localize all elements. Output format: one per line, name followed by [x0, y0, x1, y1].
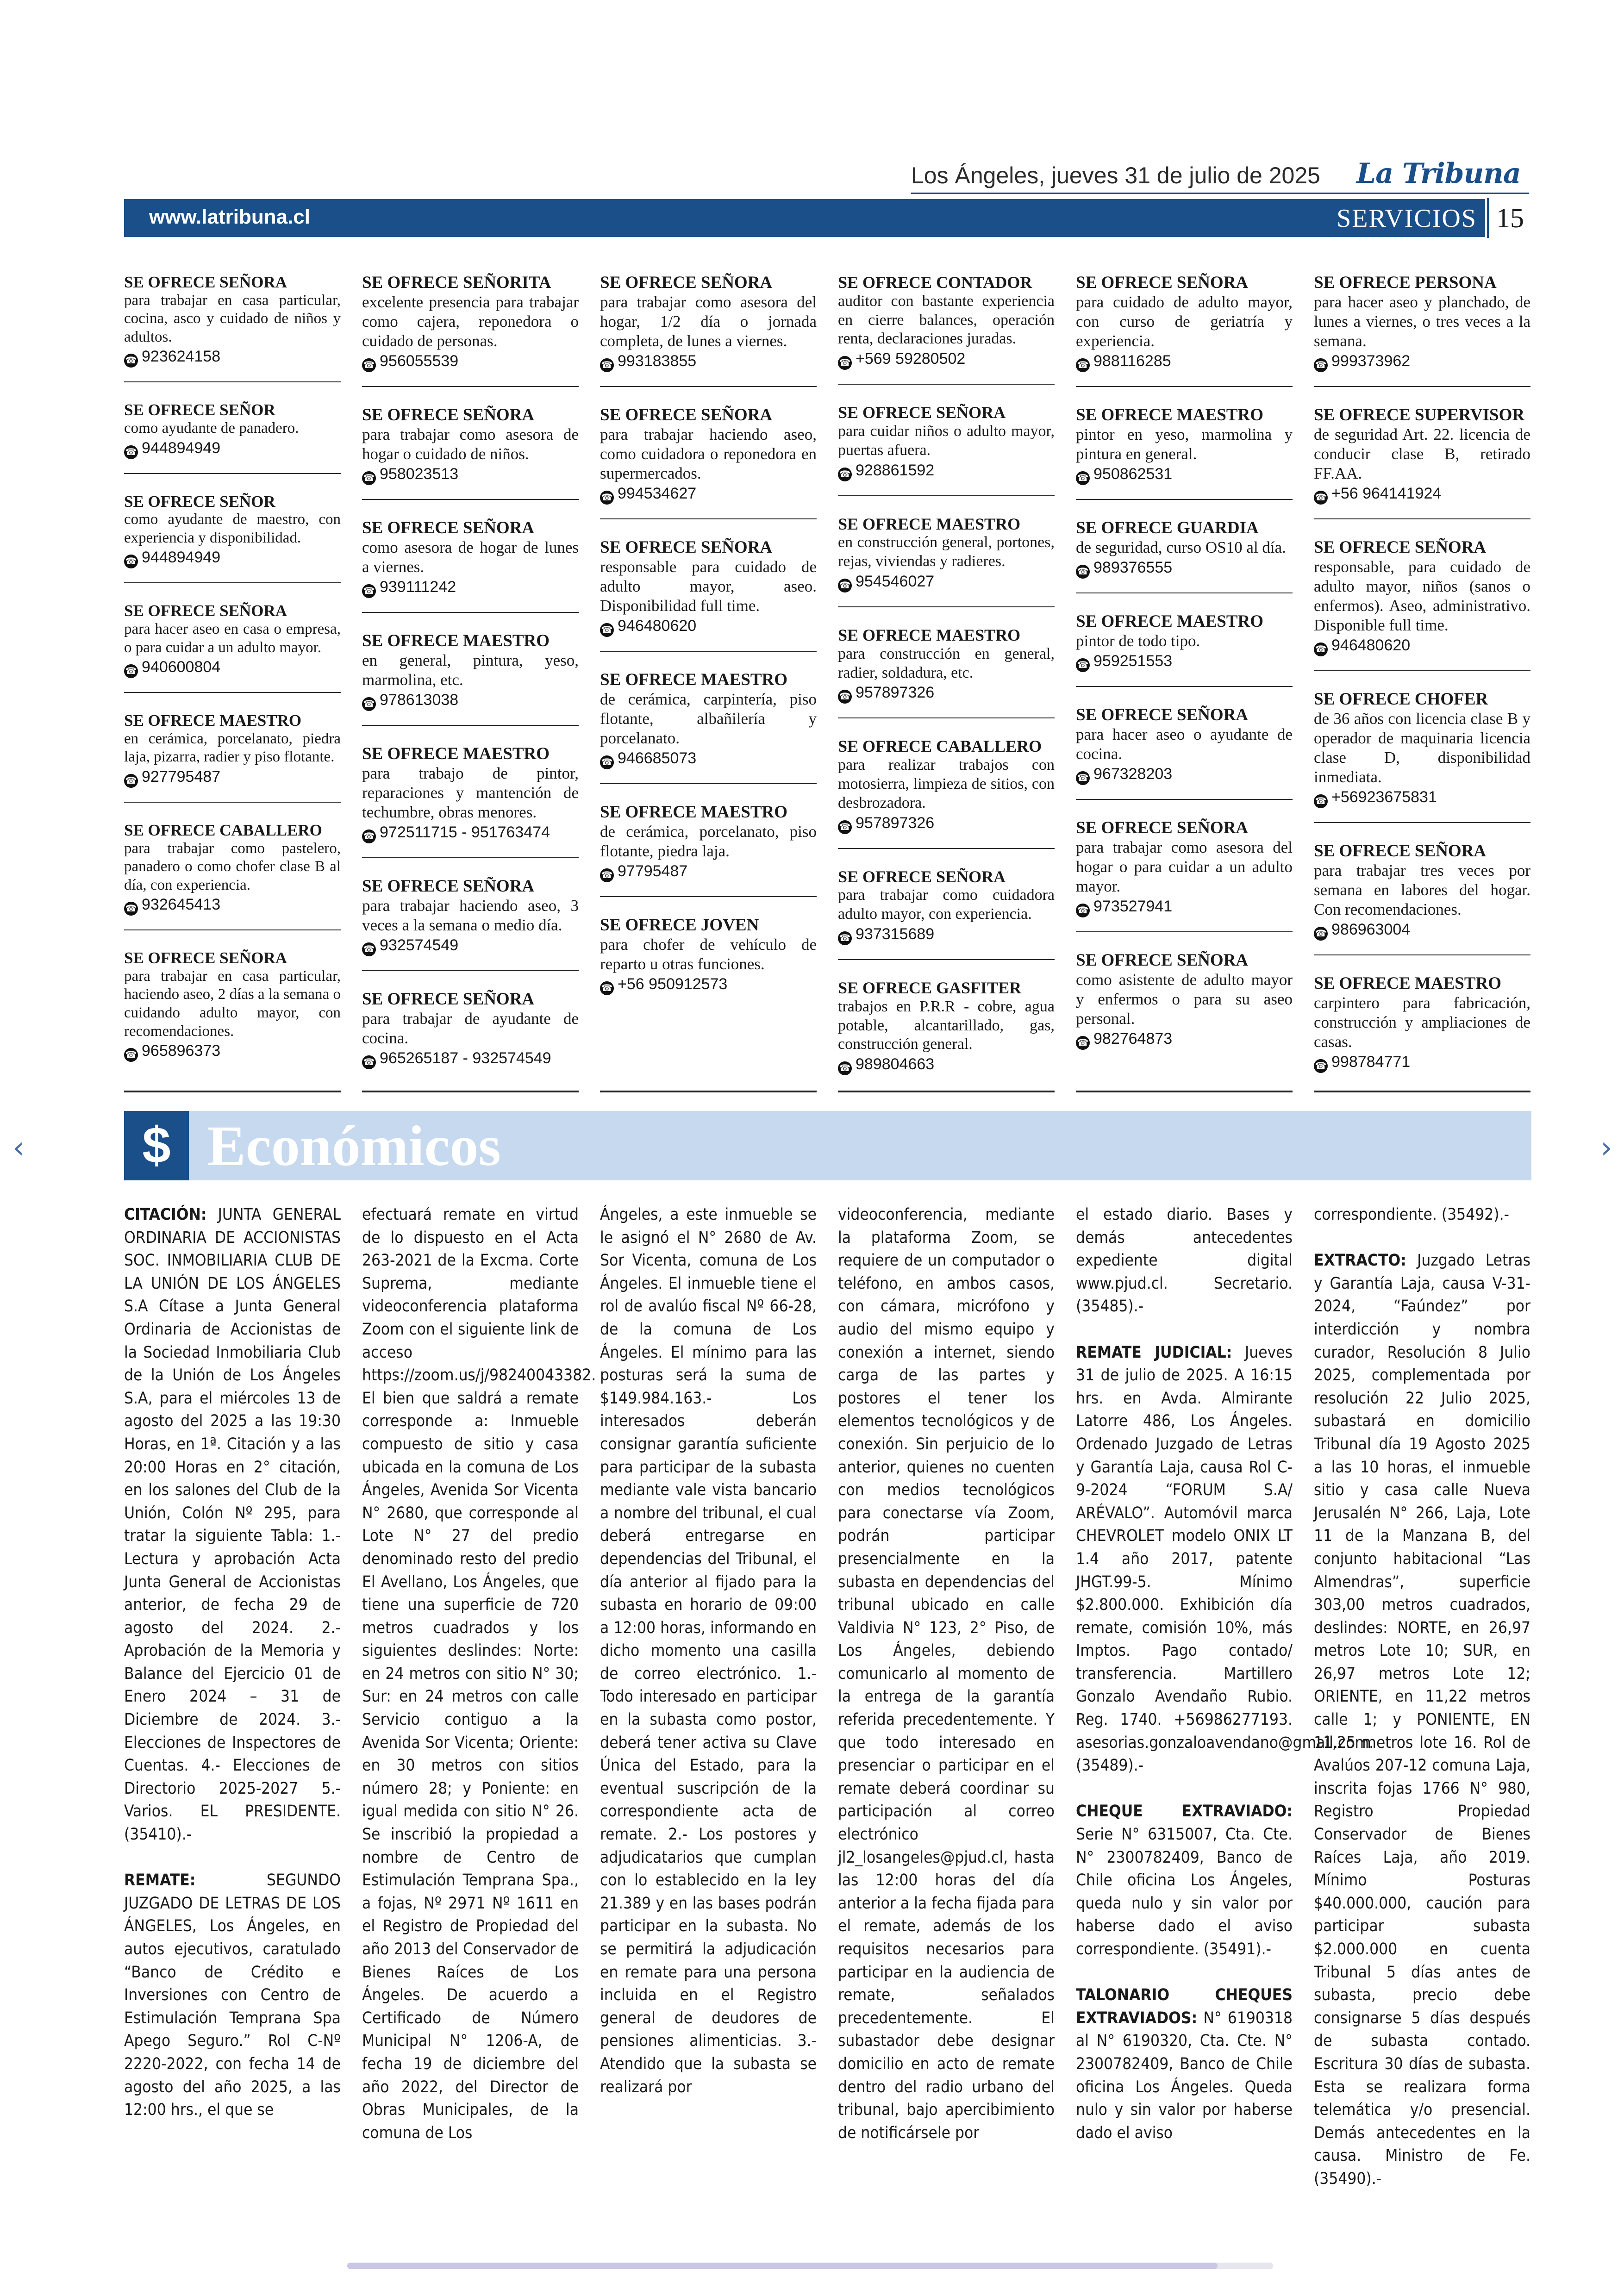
- classified-ad: [1076, 273, 1293, 387]
- dollar-sign-icon: $: [124, 1111, 189, 1180]
- ad-phone: [362, 822, 579, 843]
- ad-text: para hacer aseo o ayudante de cocina.: [1076, 725, 1293, 763]
- phone-number: +56 964141924: [1331, 485, 1442, 502]
- ad-title: SE OFRECE SEÑORA: [1314, 538, 1487, 557]
- phone-icon: ☎: [1076, 565, 1090, 579]
- notice-lead: EXTRACTO:: [1314, 1251, 1406, 1270]
- classified-ad: [600, 803, 817, 897]
- ads-column-1: [124, 273, 341, 1092]
- phone-number: 927795487: [142, 767, 221, 786]
- ad-title: SE OFRECE CABALLERO: [838, 737, 1042, 756]
- ad-phone: [838, 571, 1055, 592]
- notice-text: N° 6190318 al N° 6190320, Cta. Cte. N° 2300782409, Banco de Chile oficina Los Ángeles. Queda nulo y sin valor por haberse dado el aviso: [1076, 2008, 1293, 2142]
- phone-number: 946685073: [618, 749, 697, 767]
- ad-title: SE OFRECE SEÑORA: [362, 877, 535, 896]
- phone-number: 958023513: [380, 465, 459, 483]
- ad-text: para hacer aseo en casa o empresa, o para cuidar a un adulto mayor.: [124, 620, 341, 656]
- ad-title: SE OFRECE SEÑOR: [124, 492, 275, 511]
- notice-paragraph: [124, 1204, 341, 1846]
- economicos-column-4: [838, 1204, 1055, 2168]
- classified-ad: [1314, 842, 1530, 955]
- phone-icon: ☎: [362, 1055, 376, 1069]
- notice-text: Serie N° 6315007, Cta. Cte. N° 2300782409, Banco de Chile oficina Los Ángeles, queda nulo y sin valor por haberse dado el aviso correspondiente. (35491).-: [1076, 1825, 1293, 1958]
- scrollbar-thumb[interactable]: [347, 2263, 1218, 2269]
- phone-icon: ☎: [124, 445, 138, 459]
- phone-number: 939111242: [380, 578, 456, 596]
- classified-ad: [124, 711, 341, 803]
- phone-number: 978613038: [380, 691, 459, 709]
- ad-title: SE OFRECE SEÑORA: [1076, 818, 1249, 837]
- phone-number: 940600804: [142, 658, 221, 676]
- phone-number: 97795487: [618, 862, 688, 880]
- phone-number: 993183855: [618, 352, 697, 370]
- classified-ad: [1076, 612, 1293, 687]
- ad-title: SE OFRECE MAESTRO: [1076, 405, 1264, 424]
- ad-text: de seguridad Art. 22. licencia de conducir clase B, retirado FF.AA.: [1314, 425, 1530, 482]
- phone-number: 928861592: [856, 461, 935, 479]
- ad-phone: [600, 974, 817, 995]
- ad-phone: [1314, 635, 1530, 656]
- ad-phone: [600, 616, 817, 637]
- phone-icon: ☎: [1314, 1059, 1328, 1073]
- ad-title: SE OFRECE SEÑORA: [600, 273, 773, 292]
- classified-ad: [1076, 405, 1293, 500]
- ad-text: para trabajar como asesora del hogar o para cuidar a un adulto mayor.: [1076, 838, 1293, 895]
- ad-phone: [124, 346, 341, 368]
- ad-text: para cuidar niños o adulto mayor, puertas afuera.: [838, 422, 1055, 459]
- notice-paragraph: [1076, 1204, 1293, 1318]
- notice-paragraph: [362, 1204, 596, 2145]
- classified-ad: [362, 518, 579, 613]
- ad-phone: [124, 657, 341, 678]
- ad-phone: [362, 935, 579, 956]
- notice-paragraph: [124, 1869, 341, 2122]
- classified-ad: [600, 916, 817, 1009]
- phone-number: 965896373: [142, 1042, 221, 1060]
- notice-paragraph: [838, 1204, 1055, 2145]
- phone-number: 957897326: [856, 814, 935, 832]
- ad-text: como ayudante de panadero.: [124, 419, 299, 437]
- newspaper-logo: La Tribuna: [1356, 157, 1521, 190]
- phone-icon: ☎: [1076, 904, 1090, 917]
- classified-ad: [1314, 974, 1530, 1087]
- ad-phone: [1076, 764, 1293, 785]
- ad-title: SE OFRECE SEÑORA: [838, 403, 1006, 422]
- ad-text: para trabajar en casa particular, haciendo aseo, 2 días a la semana o cuidando adulto mayor, con recomendaciones.: [124, 967, 341, 1040]
- ads-column-5: [1076, 273, 1293, 1092]
- classified-ad: [124, 602, 341, 693]
- ad-text: para trabajo de pintor, reparaciones y mantención de techumbre, obras menores.: [362, 764, 579, 821]
- phone-icon: ☎: [838, 690, 852, 704]
- ad-text: auditor con bastante experiencia en cierre balances, operación renta, declaraciones juradas.: [838, 292, 1055, 348]
- notice-text: Juzgado Letras y Garantía Laja, causa V-31-2024, “Faúndez” por interdicción y nombra curador, Resolución 8 Julio 2025, complementada por resolución 22 Julio 2025, subastará en domicilio Tribunal día 19 Agosto 2025 a las 10 horas, el inmueble sitio y casa calle Nueva Jerusalén N° 266, Laja, Lote 11 de la Manzana B, del conjunto habitacional “Las Almendras”, superficie 303,00 metros cuadrados, deslindes: NORTE, en 26,97 metros Lote 10; SUR, en 26,97 metros Lote 12; ORIENTE, en 11,22 metros calle 1; y PONIENTE, EN 11,25 metros lote 16. Rol de Avalúos 207-12 comuna Laja, inscrita fojas 1766 N° 980, Registro Propiedad Conservador de Bienes Raíces Laja, año 2019. Mínimo Posturas $40.000.000, caución para participar subasta $2.000.000 en cuenta Tribunal 5 días antes de subasta, precio debe consignarse 5 días después de subasta contado. Escritura 30 días de subasta. Esta se realizara forma telemática y/o presencial. Demás antecedentes en la causa. Ministro de Fe. (35490).-: [1314, 1251, 1530, 2188]
- ad-text: pintor de todo tipo.: [1076, 632, 1200, 650]
- notice-paragraph: [1076, 1341, 1374, 1777]
- ad-title: SE OFRECE MAESTRO: [362, 744, 550, 763]
- phone-icon: ☎: [362, 942, 376, 956]
- classified-ad: [362, 877, 579, 971]
- ad-phone: [838, 349, 1055, 370]
- header-rule: [911, 193, 1529, 194]
- phone-icon: ☎: [600, 358, 614, 372]
- notice-lead: CITACIÓN:: [124, 1205, 207, 1224]
- ad-phone: [1076, 557, 1293, 579]
- ad-phone: [1314, 1052, 1530, 1073]
- ad-phone: [362, 577, 579, 598]
- classified-ad: [600, 405, 817, 519]
- phone-number: 972511715 - 951763474: [380, 823, 550, 841]
- ad-title: SE OFRECE SEÑORA: [1076, 705, 1249, 724]
- ad-title: SE OFRECE CHOFER: [1314, 690, 1488, 709]
- ad-text: para realizar trabajos con motosierra, limpieza de sitios, con desbrozadora.: [838, 756, 1055, 811]
- ad-phone: [124, 547, 341, 568]
- notice-lead: REMATE JUDICIAL:: [1076, 1343, 1232, 1362]
- ad-text: para trabajar en casa particular, cocina, asco y cuidado de niños y adultos.: [124, 292, 341, 345]
- ad-phone: [362, 1048, 579, 1069]
- classified-ad: [124, 273, 341, 382]
- phone-icon: ☎: [600, 755, 614, 769]
- phone-icon: ☎: [600, 623, 614, 637]
- ad-title: SE OFRECE SEÑORA: [362, 518, 535, 537]
- phone-number: 959251553: [1093, 652, 1173, 670]
- ad-text: para hacer aseo y planchado, de lunes a viernes, o tres veces a la semana.: [1314, 293, 1530, 350]
- notice-text: Jueves 31 de julio de 2025. A 16:15 hrs. en Avda. Almirante Latorre 486, Los Ángeles. Ordenado Juzgado de Letras y Garantía Laja, causa Rol C-9-2024 “FORUM S.A/ ARÉVALO”. Automóvil marca CHEVROLET modelo ONIX LT 1.4 año 2017, patente JHGT.99-5. Mínimo $2.800.000. Exhibición día remate, comisión 10%, más Imptos. Pago contado/ transferencia. Martillero Gonzalo Avendaño Rubio. Reg. 1740. +56986277193. asesorias.gonzaloavendano@gmail.com. (35489).-: [1076, 1343, 1374, 1775]
- phone-number: 932574549: [380, 936, 459, 954]
- phone-icon: ☎: [1314, 794, 1328, 808]
- notice-text: el estado diario. Bases y demás antecedentes expediente digital www.pjud.cl. Secretario. (35485).-: [1076, 1205, 1293, 1316]
- notice-text: JUNTA GENERAL ORDINARIA DE ACCIONISTAS SOC. INMOBILIARIA CLUB DE LA UNIÓN DE LOS ÁNGELES S.A Cítase a Junta General Ordinaria de Accionistas de la Sociedad Inmobiliaria Club de la Unión de Los Ángeles S.A, para el miércoles 13 de agosto del 2025 a las 19:30 Horas, en 1ª. Citación y a las 20:00 Horas en 2° citación, en los salones del Club de la Unión, Colón Nº 295, para tratar la siguiente Tabla: 1.- Lectura y aprobación Acta Junta General de Accionistas anterior, de fecha 29 de agosto del 2024. 2.- Aprobación de la Memoria y Balance del Ejercicio 01 de Enero 2024 – 31 de Diciembre de 2024. 3.- Elecciones de Inspectores de Cuentas. 4.- Elecciones de Directorio 2025-2027 5.- Varios. EL PRESIDENTE. (35410).-: [124, 1205, 341, 1844]
- classified-ad: [1314, 405, 1530, 519]
- ad-text: pintor en yeso, marmolina y pintura en general.: [1076, 425, 1293, 463]
- ad-title: SE OFRECE SUPERVISOR: [1314, 405, 1525, 424]
- ad-title: SE OFRECE SEÑORA: [362, 990, 535, 1009]
- ad-title: SE OFRECE PERSONA: [1314, 273, 1497, 292]
- phone-number: 989804663: [856, 1055, 935, 1073]
- ad-title: SE OFRECE SEÑORA: [1076, 273, 1249, 292]
- ad-text: de cerámica, carpintería, piso flotante, albañilería y porcelanato.: [600, 690, 817, 747]
- ad-title: SE OFRECE MAESTRO: [124, 711, 302, 730]
- ad-title: SE OFRECE GASFITER: [838, 978, 1022, 997]
- phone-icon: ☎: [1314, 491, 1328, 505]
- classified-ad: [362, 744, 579, 858]
- phone-icon: ☎: [838, 579, 852, 592]
- classified-ad: [1076, 818, 1293, 932]
- ad-phone: [838, 813, 1055, 834]
- phone-icon: ☎: [1314, 642, 1328, 656]
- ad-title: SE OFRECE SEÑORA: [124, 602, 287, 620]
- phone-number: 956055539: [380, 352, 459, 370]
- ad-title: SE OFRECE SEÑORA: [838, 867, 1006, 886]
- classified-ad: [838, 403, 1055, 496]
- ad-text: para trabajar como asesora del hogar, 1/2 día o jornada completa, de lunes a viernes.: [600, 293, 817, 350]
- ad-text: como asistente de adulto mayor y enfermos o para su aseo personal.: [1076, 971, 1293, 1028]
- classified-ad: [838, 979, 1055, 1089]
- phone-number: 999373962: [1331, 352, 1411, 370]
- ad-title: SE OFRECE MAESTRO: [1076, 612, 1264, 631]
- ad-phone: [1314, 787, 1530, 808]
- classified-ad: [600, 670, 817, 784]
- phone-icon: ☎: [1076, 658, 1090, 672]
- phone-number: 982764873: [1093, 1030, 1173, 1048]
- ad-title: SE OFRECE MAESTRO: [362, 631, 550, 650]
- phone-icon: ☎: [600, 868, 614, 882]
- ad-title: SE OFRECE SEÑOR: [124, 401, 275, 419]
- classified-ad: [1076, 705, 1293, 800]
- ad-title: SE OFRECE SEÑORA: [600, 538, 773, 557]
- ad-phone: [838, 924, 1055, 945]
- phone-number: 937315689: [856, 925, 935, 943]
- ad-title: SE OFRECE CABALLERO: [124, 821, 322, 839]
- ad-text: para chofer de vehículo de reparto u otras funciones.: [600, 935, 817, 973]
- ad-phone: [1314, 351, 1530, 372]
- phone-number: 986963004: [1331, 921, 1411, 938]
- notice-text: videoconferencia, mediante la plataforma Zoom, se requiere de un computador o teléfono, en ambos casos, con cámara, micrófono y audio del mismo equipo y conexión a internet, siendo carga de las partes y postores el tener los elementos tecnológicos y de conexión. Sin perjuicio de lo anterior, quienes no cuenten con medios tecnológicos para conectarse vía Zoom, podrán participar presencialmente en la subasta en dependencias del tribunal ubicado en calle Valdivia N° 123, 2° Piso, de Los Ángeles, debiendo comunicarlo al momento de la entrega de la garantía referida precedentemente. Y que todo interesado en presenciar o participar en el remate deberá coordinar su participación al correo electrónico jl2_losangeles@pjud.cl, hasta las 12:00 horas del día anterior a la fecha fijada para el remate, además de los requisitos necesarios para participar en la audiencia de remate, señalados precedentemente. El subastador debe designar domicilio en acto de remate dentro del radio urbano del tribunal, bajo apercibimiento de notificársele por: [838, 1205, 1055, 2142]
- classified-ad: [124, 493, 341, 584]
- ad-phone: [1076, 1029, 1293, 1050]
- phone-number: 946480620: [1331, 636, 1411, 654]
- ad-phone: [362, 690, 579, 711]
- ad-title: SE OFRECE CONTADOR: [838, 273, 1032, 292]
- ad-phone: [1314, 483, 1530, 505]
- economicos-column-1: [124, 1204, 341, 2145]
- phone-number: 998784771: [1331, 1053, 1411, 1071]
- ad-phone: [838, 460, 1055, 481]
- phone-icon: ☎: [838, 1061, 852, 1075]
- ads-column-2: [362, 273, 579, 1092]
- phone-icon: ☎: [838, 820, 852, 834]
- ad-phone: [600, 748, 817, 769]
- ad-text: como ayudante de maestro, con experiencia y disponibilidad.: [124, 511, 341, 546]
- ad-text: para trabajar tres veces por semana en labores del hogar. Con recomendaciones.: [1314, 861, 1530, 918]
- phone-number: 944894949: [142, 439, 221, 457]
- ad-title: SE OFRECE SEÑORA: [1314, 842, 1487, 861]
- economicos-column-2: [362, 1204, 596, 2168]
- classified-ad: [124, 821, 341, 930]
- notice-paragraph: [1314, 1249, 1530, 2190]
- phone-icon: ☎: [838, 468, 852, 481]
- chevron-left-icon[interactable]: ‹: [12, 1131, 25, 1165]
- phone-icon: ☎: [124, 774, 138, 788]
- phone-number: 973527941: [1093, 898, 1173, 915]
- phone-number: 923624158: [142, 348, 221, 366]
- phone-number: 965265187 - 932574549: [380, 1049, 551, 1067]
- notice-paragraph: [600, 1204, 817, 2099]
- ad-phone: [362, 464, 579, 485]
- phone-icon: ☎: [362, 829, 376, 843]
- phone-icon: ☎: [838, 356, 852, 370]
- ad-title: SE OFRECE SEÑORA: [124, 273, 287, 291]
- ad-title: SE OFRECE SEÑORA: [600, 405, 773, 424]
- classified-ad: [600, 538, 817, 652]
- classified-ad: [600, 273, 817, 387]
- ad-phone: [124, 894, 341, 916]
- ad-phone: [838, 682, 1055, 704]
- ad-phone: [362, 351, 579, 372]
- ads-column-4: [838, 273, 1055, 1092]
- ad-title: SE OFRECE MAESTRO: [600, 670, 788, 689]
- ad-text: responsable, para cuidado de adulto mayor, niños (sanos o enfermos). Aseo, administrativo. Disponible full time.: [1314, 558, 1530, 634]
- phone-number: 989376555: [1093, 559, 1173, 576]
- phone-number: +56 950912573: [618, 975, 728, 993]
- ad-title: SE OFRECE MAESTRO: [600, 803, 788, 822]
- section-bar: [124, 199, 1485, 237]
- classified-ad: [362, 405, 579, 500]
- ad-text: para cuidado de adulto mayor, con curso de geriatría y experiencia.: [1076, 293, 1293, 350]
- classified-ad: [838, 273, 1055, 385]
- classified-ad: [362, 631, 579, 726]
- phone-icon: ☎: [362, 471, 376, 485]
- notice-paragraph: [1076, 1984, 1293, 2145]
- ad-phone: [600, 861, 817, 882]
- ad-phone: [600, 351, 817, 372]
- ad-title: SE OFRECE SEÑORA: [362, 405, 535, 424]
- ad-title: SE OFRECE SEÑORA: [1076, 951, 1249, 970]
- ad-text: de 36 años con licencia clase B y operador de maquinaria licencia clase D, disponibilidad inmediata.: [1314, 710, 1530, 786]
- ad-text: para trabajar como pastelero, panadero o como chofer clase B al día, con experiencia.: [124, 840, 341, 893]
- ads-column-6: [1314, 273, 1530, 1092]
- phone-number: 932645413: [142, 896, 221, 914]
- phone-icon: ☎: [1314, 927, 1328, 941]
- ad-phone: [838, 1054, 1055, 1075]
- page-date: Los Ángeles, jueves 31 de julio de 2025: [911, 162, 1320, 188]
- chevron-right-icon[interactable]: ›: [1600, 1131, 1612, 1165]
- economicos-column-6: [1314, 1204, 1530, 2214]
- economicos-title: Económicos: [207, 1114, 501, 1178]
- notice-text: Ángeles, a este inmueble se le asignó el N° 2680 de Av. Sor Vicenta, comuna de Los Ángeles. El inmueble tiene el rol de avalúo fiscal Nº 66-28, de la comuna de Los Ángeles. El mínimo para las posturas será la suma de $149.984.163.- Los interesados deberán consignar garantía suficiente para participar de la subasta mediante vale vista bancario a nombre del tribunal, el cual deberá entregarse en dependencias del Tribunal, el día anterior al fijado para la subasta en horario de 09:00 a 12:00 horas, informando en dicho momento una casilla de correo electrónico. 1.- Todo interesado en participar en la subasta como postor, deberá tener activa su Clave Única del Estado, para la eventual suscripción de la correspondiente acta de remate. 2.- Los postores y adjudicatarios que cumplan con lo establecido en la ley 21.389 y en las bases podrán participar en la subasta. No se permitirá la adjudicación en remate para una persona incluida en el Registro general de deudores de pensiones alimenticias. 3.- Atendido que la subasta se realizará por: [600, 1205, 817, 2096]
- ad-text: como asesora de hogar de lunes a viernes.: [362, 538, 579, 576]
- site-url-link[interactable]: www.latribuna.cl: [149, 206, 310, 228]
- ad-text: de cerámica, porcelanato, piso flotante, piedra laja.: [600, 823, 817, 860]
- ad-phone: [600, 483, 817, 505]
- classified-ad: [1314, 538, 1530, 671]
- ad-text: para trabajar como cuidadora adulto mayor, con experiencia.: [838, 886, 1055, 923]
- phone-number: 954546027: [856, 572, 935, 590]
- phone-number: 946480620: [618, 617, 697, 635]
- notice-lead: TALONARIO CHEQUES EXTRAVIADOS:: [1076, 1986, 1293, 2027]
- phone-icon: ☎: [1076, 1036, 1090, 1050]
- phone-number: +56923675831: [1331, 788, 1437, 806]
- phone-number: 988116285: [1093, 352, 1171, 370]
- phone-icon: ☎: [124, 1048, 138, 1062]
- ad-text: responsable para cuidado de adulto mayor, aseo. Disponibilidad full time.: [600, 558, 817, 615]
- phone-icon: ☎: [124, 555, 138, 568]
- classified-ad: [838, 626, 1055, 718]
- ad-title: SE OFRECE SEÑORITA: [362, 273, 551, 292]
- notice-lead: REMATE:: [124, 1871, 196, 1890]
- phone-number: 994534627: [618, 485, 697, 502]
- classified-ad: [124, 949, 341, 1076]
- ads-column-3: [600, 273, 817, 1092]
- ad-title: SE OFRECE JOVEN: [600, 916, 759, 935]
- phone-icon: ☎: [1076, 771, 1090, 785]
- phone-icon: ☎: [600, 981, 614, 995]
- phone-number: 950862531: [1093, 465, 1173, 483]
- ad-title: SE OFRECE GUARDIA: [1076, 518, 1259, 537]
- phone-icon: ☎: [600, 491, 614, 505]
- classified-ad: [124, 401, 341, 474]
- notice-paragraph: [1076, 1800, 1293, 1961]
- ad-text: en cerámica, porcelanato, piedra laja, pizarra, radier y piso flotante.: [124, 730, 341, 766]
- ad-phone: [1076, 896, 1293, 917]
- notice-text: SEGUNDO JUZGADO DE LETRAS DE LOS ÁNGELES, Los Ángeles, en autos ejecutivos, caratulado “Banco de Crédito e Inversiones con Centro de Estimulación Temprana Spa Apego Seguro.” Rol C-Nº 2220-2022, con fecha 14 de agosto del año 2025, a las 12:00 hrs., el que se: [124, 1871, 341, 2120]
- ad-phone: [1076, 464, 1293, 485]
- phone-icon: ☎: [1076, 471, 1090, 485]
- phone-icon: ☎: [1314, 358, 1328, 372]
- ad-phone: [1076, 651, 1293, 672]
- phone-number: 957897326: [856, 684, 935, 702]
- ad-text: en construcción general, portones, rejas, viviendas y radieres.: [838, 534, 1055, 570]
- classified-ad: [362, 273, 579, 387]
- phone-icon: ☎: [362, 584, 376, 598]
- section-title: SERVICIOS: [1337, 204, 1477, 233]
- classified-ads: [124, 273, 1531, 1092]
- phone-icon: ☎: [362, 697, 376, 711]
- classified-ad: [838, 867, 1055, 960]
- ad-title: SE OFRECE SEÑORA: [124, 949, 287, 967]
- ad-phone: [1076, 351, 1293, 372]
- ad-phone: [124, 767, 341, 788]
- ad-text: de seguridad, curso OS10 al día.: [1076, 538, 1286, 556]
- notice-lead: CHEQUE EXTRAVIADO:: [1076, 1802, 1293, 1821]
- economicos-column-3: [600, 1204, 817, 2122]
- ad-text: excelente presencia para trabajar como cajera, reponedora o cuidado de personas.: [362, 293, 579, 350]
- ad-text: para trabajar de ayudante de cocina.: [362, 1010, 579, 1047]
- notice-text: efectuará remate en virtud de lo dispuesto en el Acta 263-2021 de la Excma. Corte Suprema, mediante videoconferencia plataforma Zoom con el siguiente link de acceso https://zoom.us/j/98240043382. El bien que saldrá a remate corresponde a: Inmueble compuesto de sitio y casa ubicada en la comuna de Los Ángeles, Avenida Sor Vicenta N° 2680, que corresponde al Lote N° 27 del predio denominado resto del predio El Avellano, Los Ángeles, que tiene una superficie de 720 metros cuadrados y los siguientes deslindes: Norte: en 24 metros con sitio N° 30; Sur: en 24 metros con calle Servicio contiguo a la Avenida Sor Vicenta; Oriente: en 30 metros con sitios número 28; y Poniente: en igual medida con sitio N° 26. Se inscribió la propiedad a nombre de Centro de Estimulación Temprana Spa., a fojas, Nº 2971 Nº 1611 en el Registro de Propiedad del año 2013 del Conservador de Bienes Raíces de Los Ángeles. De acuerdo a Certificado de Número Municipal N° 1206-A, de fecha 19 de diciembre del año 2022, del Director de Obras Municipales, de la comuna de Los: [362, 1205, 596, 2142]
- ad-phone: [124, 1041, 341, 1062]
- phone-icon: ☎: [124, 354, 138, 368]
- ad-text: trabajos en P.R.R - cobre, agua potable, alcantarillado, gas, construcción general.: [838, 998, 1055, 1053]
- ad-text: para trabajar haciendo aseo, como cuidadora o reponedora en supermercados.: [600, 425, 817, 482]
- ad-phone: [1314, 919, 1530, 941]
- ad-text: carpintero para fabricación, construcción y ampliaciones de casas.: [1314, 994, 1530, 1051]
- classified-ad: [1076, 951, 1293, 1064]
- ad-phone: [124, 438, 341, 459]
- ad-title: SE OFRECE MAESTRO: [838, 514, 1021, 533]
- phone-number: 967328203: [1093, 765, 1173, 783]
- classified-ad: [838, 737, 1055, 848]
- notice-paragraph: [1314, 1204, 1530, 1227]
- phone-number: +569 59280502: [856, 350, 966, 368]
- notice-text: correspondiente. (35492).-: [1314, 1205, 1509, 1224]
- classified-ad: [362, 990, 579, 1083]
- ad-title: SE OFRECE MAESTRO: [1314, 974, 1502, 993]
- ad-title: SE OFRECE MAESTRO: [838, 625, 1021, 644]
- classified-ad: [1314, 690, 1530, 823]
- ad-text: para trabajar como asesora de hogar o cuidado de niños.: [362, 425, 579, 463]
- page-number: 15: [1487, 198, 1531, 238]
- classified-ad: [1314, 273, 1530, 387]
- classified-ad: [838, 515, 1055, 607]
- phone-icon: ☎: [838, 931, 852, 945]
- phone-icon: ☎: [124, 902, 138, 916]
- phone-icon: ☎: [124, 664, 138, 678]
- ad-text: en general, pintura, yeso, marmolina, etc.: [362, 651, 579, 689]
- ad-text: para trabajar haciendo aseo, 3 veces a la semana o medio día.: [362, 897, 579, 934]
- phone-icon: ☎: [1076, 358, 1090, 372]
- phone-number: 944894949: [142, 549, 221, 567]
- classified-ad: [1076, 518, 1293, 593]
- ad-text: para construcción en general, radier, soldadura, etc.: [838, 645, 1055, 681]
- phone-icon: ☎: [362, 358, 376, 372]
